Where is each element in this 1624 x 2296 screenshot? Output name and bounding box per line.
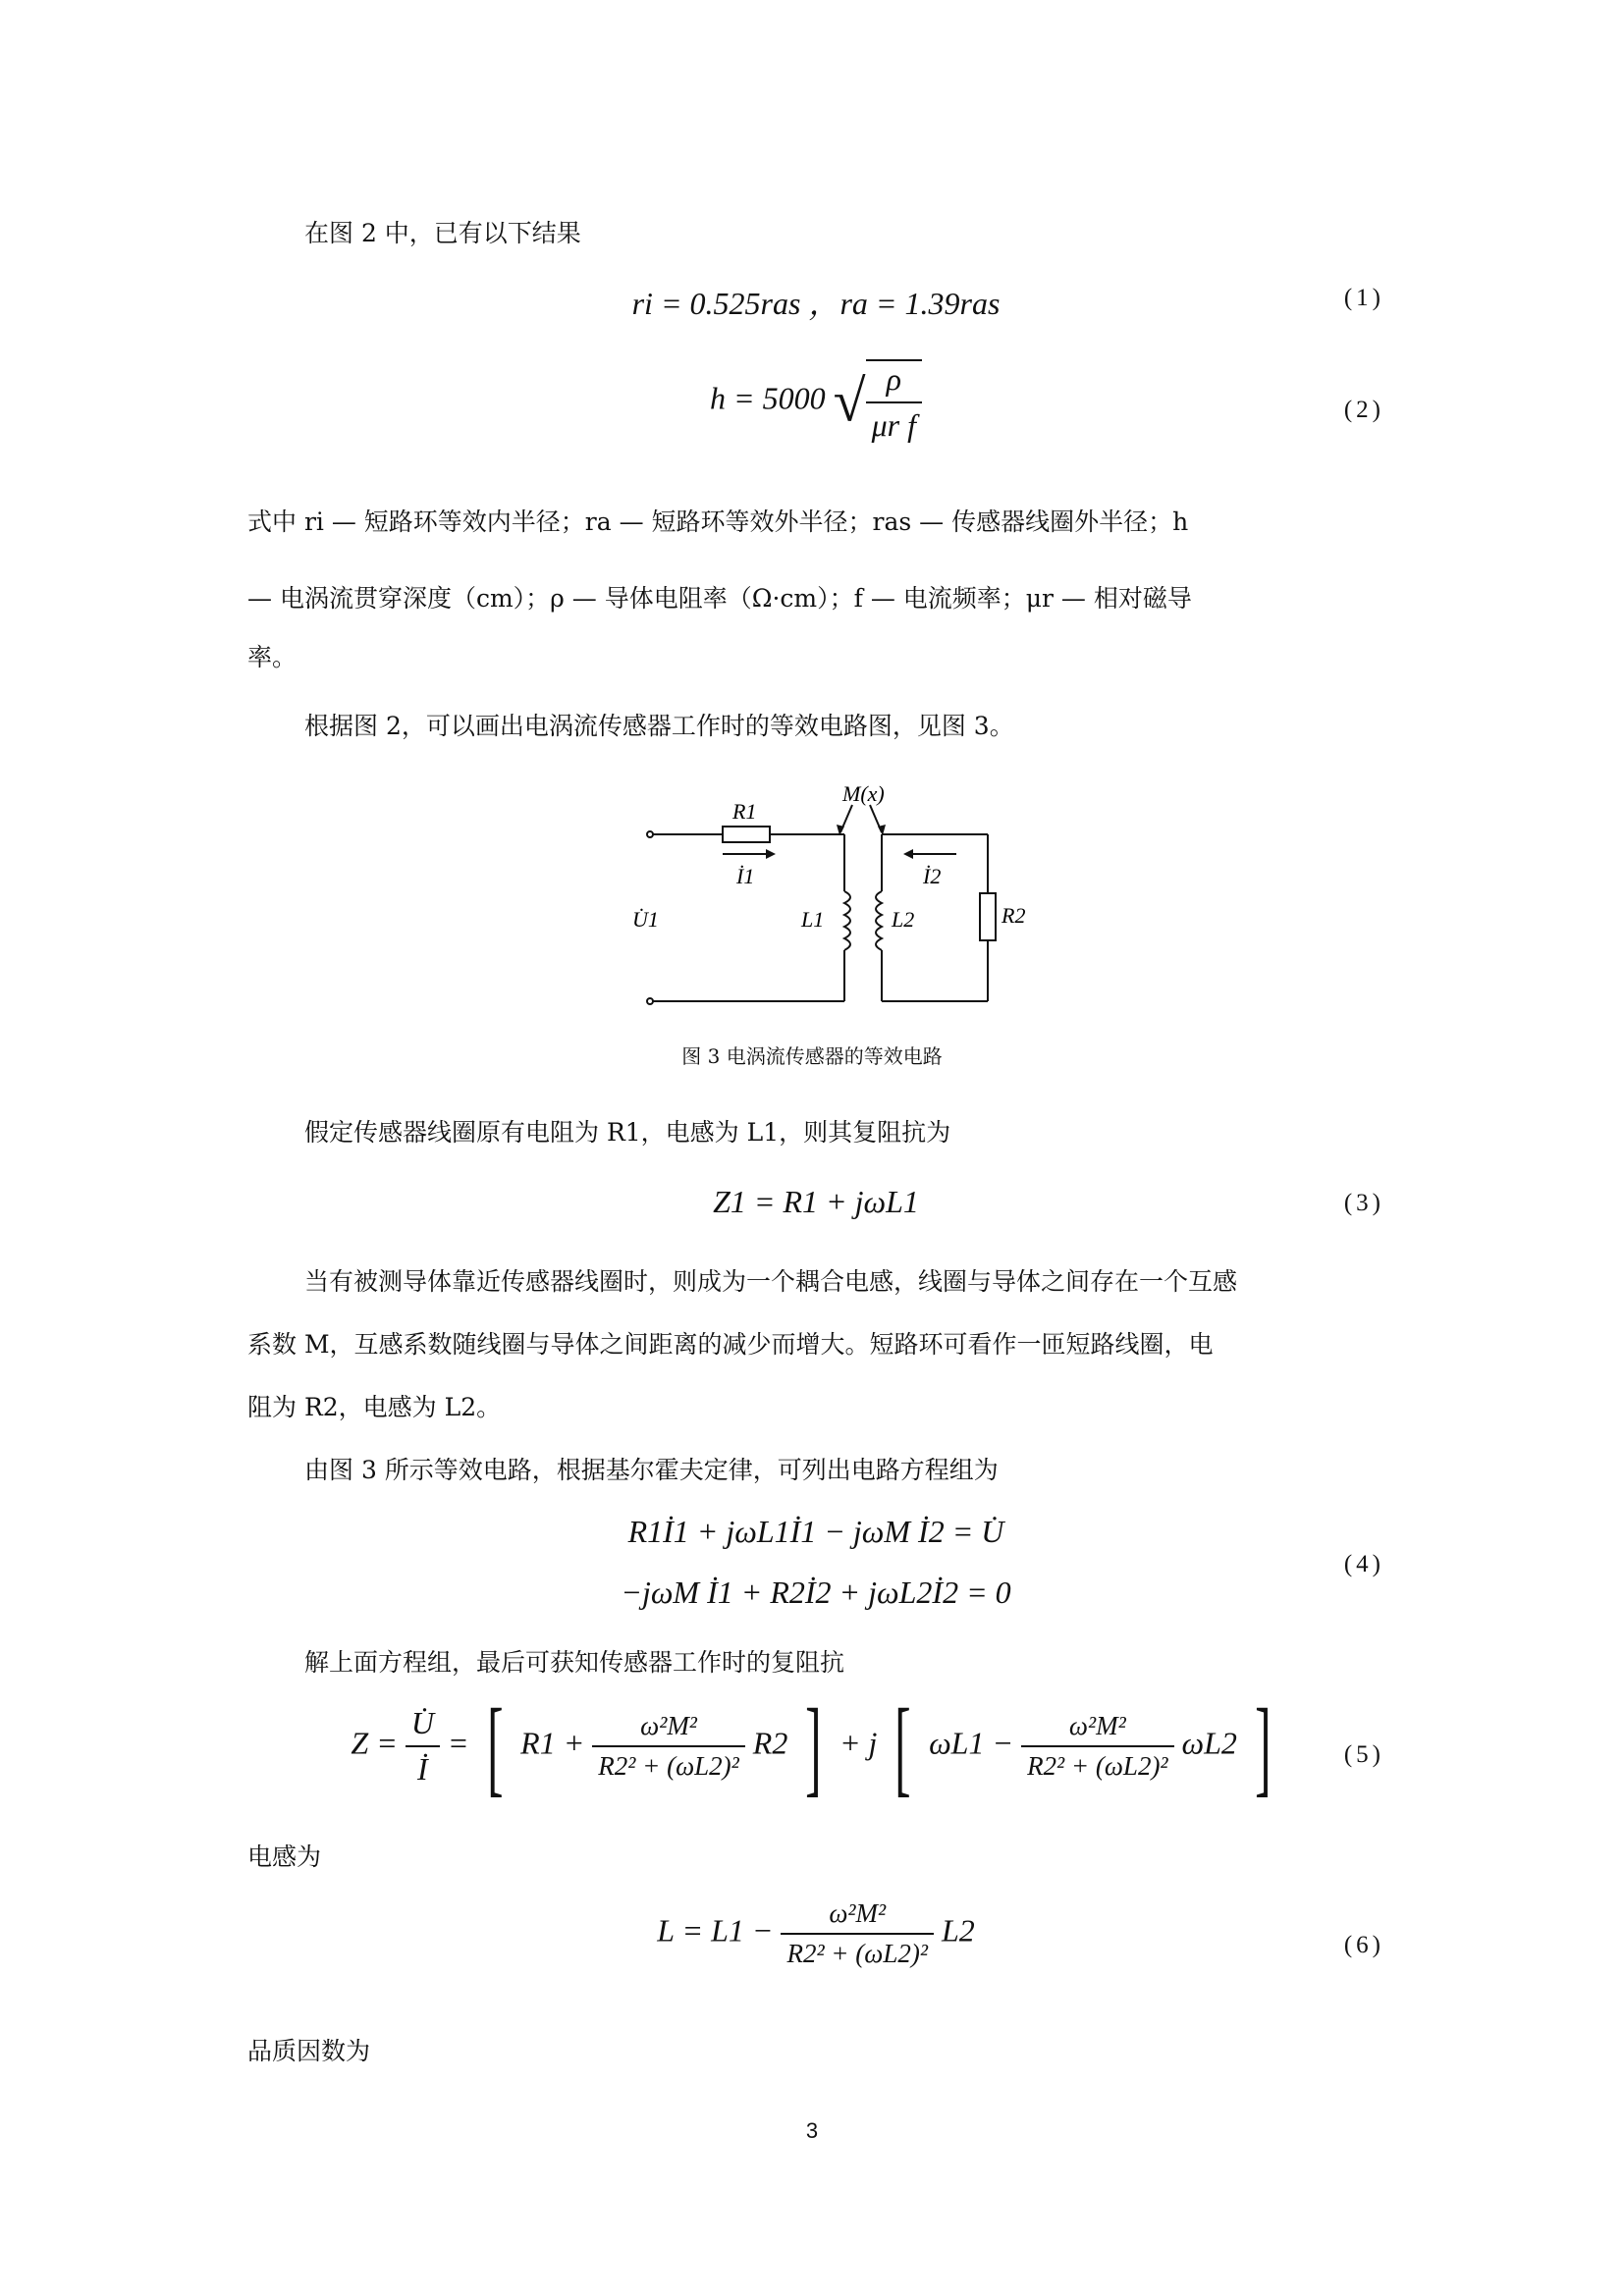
label-r1: R1: [732, 799, 757, 824]
equation-5-r1: R1 +: [520, 1725, 585, 1761]
paragraph-coupling-1: 当有被测导体靠近传感器线圈时，则成为一个耦合电感，线圈与导体之间存在一个互感: [304, 1267, 1238, 1296]
label-l2: L2: [892, 907, 915, 932]
label-mutual-m: M(x): [842, 781, 885, 806]
equation-5-fraction-a-denominator: R2² + (ωL2)²: [598, 1751, 739, 1781]
equation-number-5: (5): [1343, 1741, 1384, 1768]
sqrt-sign: √: [833, 368, 866, 434]
terminal-top: [647, 831, 653, 837]
paragraph-assume: 假定传感器线圈原有电阻为 R1，电感为 L1，则其复阻抗为: [304, 1118, 951, 1147]
equation-2-lhs: h = 5000: [710, 380, 826, 416]
equation-5-equals: =: [447, 1725, 469, 1761]
equation-6-lhs: L = L1 −: [657, 1912, 774, 1949]
left-bracket: [: [486, 1686, 504, 1806]
equation-number-2: (2): [1343, 397, 1384, 423]
equation-5-wl2: ωL2: [1181, 1725, 1237, 1761]
equation-2-fraction: [866, 359, 922, 444]
resistor-r1: [723, 827, 770, 842]
terminal-bottom: [647, 998, 653, 1004]
equation-number-4: (4): [1343, 1551, 1384, 1577]
paragraph-coupling-2: 系数 M，互感系数随线圈与导体之间距离的减少而增大。短路环可看作一匝短路线圈，电: [247, 1330, 1214, 1359]
paragraph-quality: 品质因数为: [247, 2037, 371, 2065]
equation-5-fraction-b-numerator: ω²M²: [1021, 1711, 1173, 1747]
paragraph-solve: 解上面方程组，最后可获知传感器工作时的复阻抗: [304, 1648, 845, 1677]
equation-5: [247, 1686, 1384, 1810]
equation-6-tail: L2: [941, 1912, 975, 1949]
equation-5-r2: R2: [752, 1725, 788, 1761]
left-bracket-2: [: [894, 1686, 912, 1806]
equation-number-3: (3): [1343, 1190, 1384, 1216]
page-number: 3: [805, 2118, 819, 2143]
equation-5-ratio-numerator: U̇: [406, 1705, 440, 1747]
equation-5-fraction-b-denominator: R2² + (ωL2)²: [1027, 1751, 1168, 1781]
equation-6-fraction: [781, 1898, 933, 1969]
paragraph-intro: 在图 2 中，已有以下结果: [304, 219, 581, 247]
figure-caption: 图 3 电涡流传感器的等效电路: [681, 1044, 943, 1068]
label-i1: İ1: [736, 864, 755, 888]
equation-2-denominator: μr f: [871, 407, 916, 443]
equation-1: ri = 0.525ras ，ra = 1.39ras: [631, 286, 1001, 321]
equation-6-denominator: R2² + (ωL2)²: [786, 1939, 928, 1968]
label-l1: L1: [801, 907, 825, 932]
equation-5-wl1: ωL1 −: [929, 1725, 1014, 1761]
equation-5-ratio-denominator: İ: [417, 1751, 428, 1787]
inductor-l2: [876, 891, 882, 950]
equation-2: [247, 359, 1384, 444]
paragraph-inductance: 电感为: [247, 1842, 322, 1871]
equation-5-lhs: Z =: [351, 1725, 398, 1761]
label-u1: U̇1: [632, 907, 659, 932]
equation-4-line-2: −jωM İ1 + R2İ2 + jωL2İ2 = 0: [621, 1575, 1011, 1610]
inductor-l1: [844, 891, 850, 950]
label-r2: R2: [1001, 903, 1026, 928]
paragraph-where-2: — 电涡流贯穿深度（cm）；ρ — 导体电阻率（Ω·cm）；f — 电流频率；μr — 相对磁导: [247, 584, 1192, 613]
equation-5-fraction-b: [1021, 1711, 1173, 1782]
equation-5-fraction-a: [592, 1711, 744, 1782]
paragraph-circuit-intro: 根据图 2，可以画出电涡流传感器工作时的等效电路图，见图 3。: [304, 712, 1014, 740]
equation-2-numerator: ρ: [866, 361, 922, 403]
paragraph-where-3: 率。: [247, 643, 298, 671]
equation-6-numerator: ω²M²: [781, 1898, 933, 1935]
paragraph-coupling-3: 阻为 R2，电感为 L2。: [247, 1393, 502, 1421]
right-bracket: ]: [805, 1686, 822, 1806]
equation-5-fraction-a-numerator: ω²M²: [592, 1711, 744, 1747]
circuit-diagram: [628, 764, 1041, 1019]
right-bracket-2: ]: [1254, 1686, 1272, 1806]
equation-5-ratio: [406, 1705, 440, 1788]
equation-4-line-1: R1İ1 + jωL1İ1 − jωM İ2 = U̇: [627, 1514, 1004, 1549]
equation-5-plus-j: + j: [839, 1725, 878, 1761]
paragraph-where-1: 式中 ri — 短路环等效内半径；ra — 短路环等效外半径；ras — 传感器线圈外半径；h: [247, 507, 1189, 536]
resistor-r2: [980, 893, 996, 940]
paragraph-kirchhoff: 由图 3 所示等效电路，根据基尔霍夫定律，可列出电路方程组为: [304, 1456, 999, 1484]
equation-number-6: (6): [1343, 1932, 1384, 1958]
label-i2: İ2: [923, 864, 942, 888]
equation-3: Z1 = R1 + jωL1: [713, 1184, 919, 1219]
equation-number-1: (1): [1343, 285, 1384, 311]
equation-6: [247, 1898, 1384, 1969]
